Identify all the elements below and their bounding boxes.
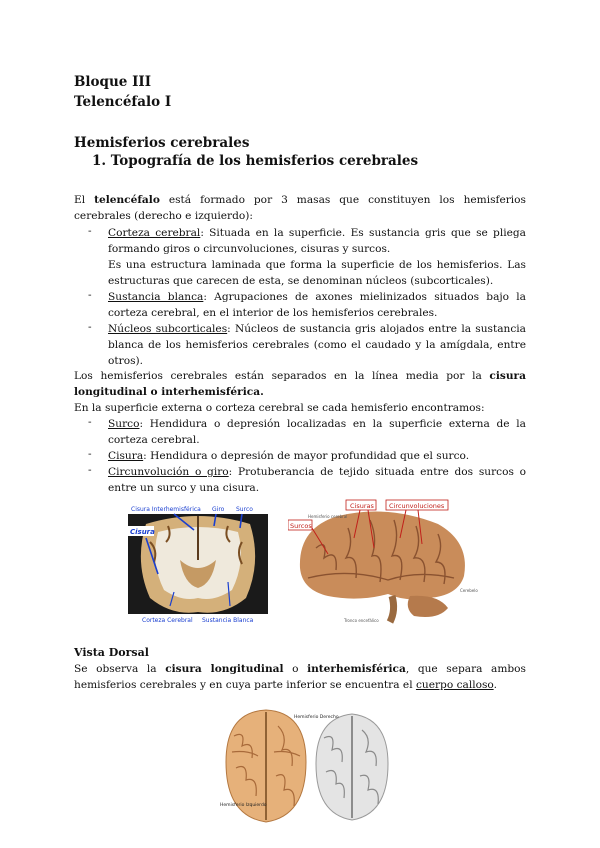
bullet-subcortical [108,321,526,370]
bullet-term: Sustancia blanca [108,291,204,303]
label-fissure: Cisura [130,528,155,536]
dorsal-term-interhemispheric: interhemisférica [307,663,406,675]
bullet-sulcus [108,416,526,448]
dorsal-term-corpus-callosum: cuerpo calloso [415,679,494,692]
bullet-text: : Núcleos de sustancia gris alojados entre la sustancia blanca de los hemisferios cerebrales (como el caudado y la amígdala, entre otros). [108,323,526,368]
label-right-hemisphere: Hemisferio Derecho [294,715,339,720]
intro-post: está formado por 3 masas que constituyen los hemisferios cerebrales (derecho e izquierdo): [74,194,526,223]
topic-heading: Telencéfalo I [74,94,172,110]
dorsal-view-title: Vista Dorsal [74,646,149,659]
label-cerebellum: Cerebelo [460,588,478,593]
dorsal-paragraph [74,661,526,693]
dorsal-mid: o [283,663,308,675]
bullet-dash: - [88,464,92,476]
intro-term: telencéfalo [94,194,160,206]
bullet-dash: - [88,225,92,237]
bullet-dash: - [88,289,92,301]
separation-paragraph [74,368,526,417]
bullet-text: : Protuberancia de tejido situada entre dos surcos o entre un surco y una cisura. [108,466,526,495]
bullet-dash: - [88,416,92,428]
bullet-text: : Agrupaciones de axones mielinizados situados bajo la corteza cerebral, en el interior de los hemisferios cerebrales. [108,291,526,320]
label-gyri: Circunvoluciones [389,502,445,510]
bullet-text: : Hendidura o depresión localizadas en la superficie externa de la corteza cerebral. [108,418,526,447]
label-fissures: Cisuras [350,502,374,510]
bullet-term: Núcleos subcorticales [108,323,228,335]
intro-pre: El [74,194,95,206]
lateral-brain-figure [288,498,478,626]
bullet-text: : Situada en la superficie. Es sustancia gris que se pliega formando giros o circunvoluciones, cisuras y surcos. [108,227,526,256]
bullet-dash: - [88,448,92,460]
dorsal-brain-figure [218,706,398,826]
dorsal-pre: Se observa la [74,663,166,675]
label-brainstem: Tronco encefálico [344,618,379,623]
intro-paragraph [74,192,526,224]
label-hemisphere: Hemisferio cerebral [308,514,348,519]
label-sulci: Surcos [290,522,312,530]
label-cortex: Corteza Cerebral [142,617,193,624]
bullet-cortex-extra: Es una estructura laminada que forma la superficie de los hemisferios. Las estructuras que carecen de esta, se denominan núcleos (subcorticales). [108,259,526,288]
dorsal-end: . [493,679,497,692]
bullet-term: Surco [108,418,140,430]
bullet-fissure [108,448,526,464]
subsection-title: 1. Topografía de los hemisferios cerebrales [92,153,419,169]
separation-line2: En la superficie externa o corteza cerebral se cada hemisferio encontramos: [74,402,485,415]
bullet-cortex [108,225,526,257]
bullet-term: Circunvolución o giro [108,466,229,478]
label-interhemispheric-fissure: Cisura Interhemisférica [131,506,201,513]
dorsal-post: , que separa ambos hemisferios cerebrales y en cuya parte inferior se encuentra el [74,663,526,692]
label-left-hemisphere: Hemisferio Izquierdo [220,803,267,808]
separation-pre: Los hemisferios cerebrales están separados en la línea media por la [74,370,490,382]
bullet-dash: - [88,321,92,333]
label-sulcus: Surco [236,506,253,513]
label-white-matter: Sustancia Blanca [202,617,254,624]
dorsal-term-fissure: cisura longitudinal [165,663,284,675]
coronal-section-figure [128,502,268,626]
label-gyrus: Giro [212,506,225,513]
separation-term: cisura longitudinal o interhemisférica. [74,370,526,399]
block-heading: Bloque III [74,74,152,90]
bullet-term: Cisura [108,450,144,462]
bullet-text: : Hendidura o depresión de mayor profundidad que el surco. [143,450,470,462]
bullet-term: Corteza cerebral [108,227,201,239]
section-title: Hemisferios cerebrales [74,135,250,151]
bullet-white-matter [108,289,526,321]
bullet-gyrus [108,464,526,496]
